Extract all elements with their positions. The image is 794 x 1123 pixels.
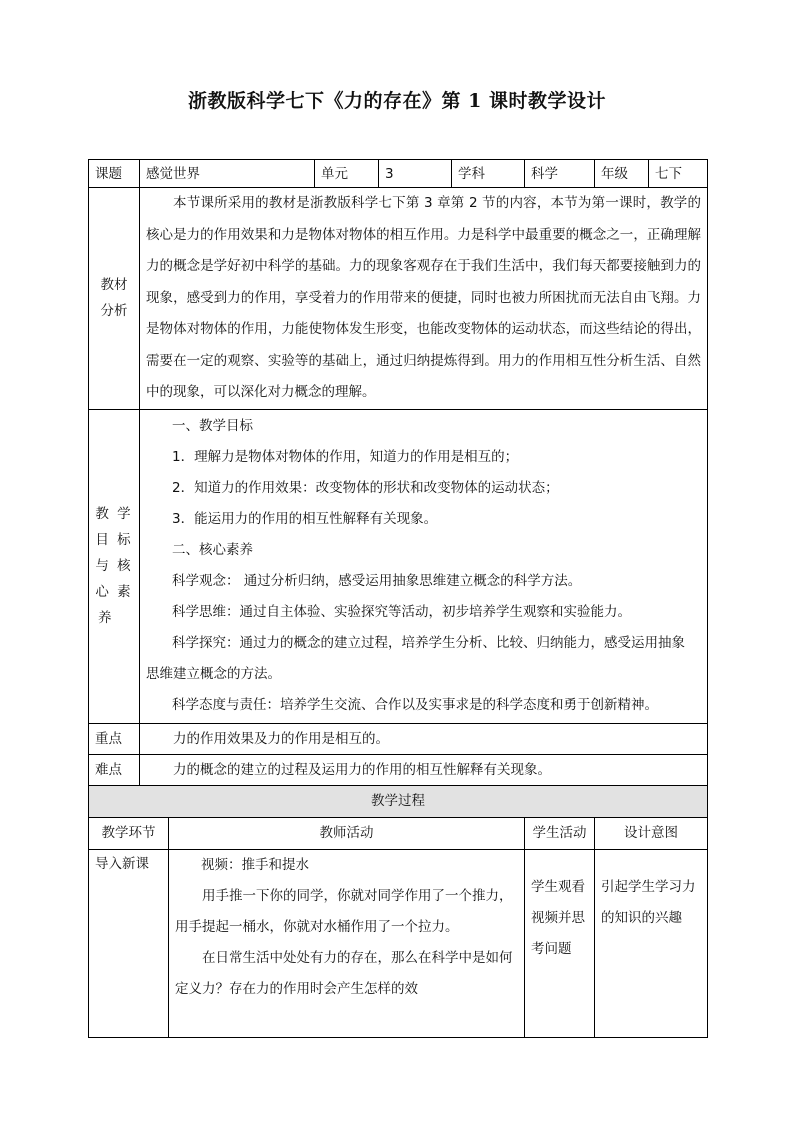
literacy-item: 科学探究：通过力的概念的建立过程，培养学生分析、比较、归纳能力，感受运用抽象 <box>172 635 685 651</box>
goals-label-line: 心 素 <box>95 584 133 600</box>
teacher-activity-cell <box>169 849 525 1037</box>
analysis-row <box>89 188 708 410</box>
literacy-item: 科学观念： 通过分析归纳，感受运用抽象思维建立概念的科学方法。 <box>172 573 582 589</box>
teacher-activity-line: 在日常生活中处处有力的存在，那么在科学中是如何定义力？存在力的作用时会产生怎样的效 <box>175 949 513 997</box>
col-student-header: 学生活动 <box>525 817 595 849</box>
unit-label: 单元 <box>315 160 379 188</box>
info-row <box>89 160 708 188</box>
design-intent-cell <box>595 849 708 1037</box>
analysis-label-line1: 教材 <box>100 277 128 294</box>
goals-label <box>89 409 140 723</box>
design-intent-text: 引起学生学习力的知识的兴趣 <box>601 878 696 926</box>
subject-label: 学科 <box>452 160 525 188</box>
analysis-label-line2: 分析 <box>100 303 128 320</box>
goals-label-line: 养 <box>98 610 114 626</box>
goals-heading-1: 一、教学目标 <box>172 418 253 434</box>
process-heading: 教学过程 <box>89 785 708 817</box>
key-point-row <box>89 723 708 754</box>
topic-label: 课题 <box>89 160 140 188</box>
process-heading-row <box>89 785 708 817</box>
goals-row <box>89 409 708 723</box>
unit-value: 3 <box>379 160 452 188</box>
goals-label-line: 与 核 <box>95 558 133 574</box>
goal-item: 2．知道力的作用效果：改变物体的形状和改变物体的运动状态； <box>172 480 559 496</box>
difficulty-row <box>89 754 708 785</box>
page-title: 浙教版科学七下《力的存在》第 1 课时教学设计 <box>188 90 606 112</box>
process-header-row <box>89 817 708 849</box>
subject-value: 科学 <box>525 160 595 188</box>
analysis-label <box>89 188 140 410</box>
col-stage-header: 教学环节 <box>89 817 169 849</box>
col-intent-header: 设计意图 <box>595 817 708 849</box>
difficulty-text: 力的概念的建立的过程及运用力的作用的相互性解释有关现象。 <box>140 754 708 785</box>
literacy-item: 科学思维：通过自主体验、实验探究等活动，初步培养学生观察和实验能力。 <box>172 604 631 620</box>
literacy-item: 科学态度与责任：培养学生交流、合作以及实事求是的科学态度和勇于创新精神。 <box>172 697 658 713</box>
stage-cell: 导入新课 <box>89 849 169 1037</box>
student-activity-text: 学生观看视频并思考问题 <box>531 878 585 957</box>
goals-label-line: 教 学 <box>95 506 133 522</box>
goals-label-line: 目 标 <box>95 532 133 548</box>
col-teacher-header: 教师活动 <box>169 817 525 849</box>
analysis-content <box>140 188 708 410</box>
goals-content <box>140 409 708 723</box>
goal-item: 1．理解力是物体对物体的作用，知道力的作用是相互的； <box>172 449 519 465</box>
topic-value: 感觉世界 <box>140 160 315 188</box>
grade-label: 年级 <box>595 160 649 188</box>
analysis-text: 本节课所采用的教材是浙教版科学七下第 3 章第 2 节的内容，本节为第一课时，教学的核心是力的作用效果和力是物体对物体的相互作用。力是科学中最重要的概念之一，正确理解力的概念是学好初中科学的基础。力的现象客观存在于我们生活中，我们每天都要接触到力的现象，感受到力的作用，享受着力的作用带来的便捷，同时也被力所困扰而无法自由飞翔。力是物体对物体的作用，力能使物体发生形变，也能改变物体的运动状态，而这些结论的得出，需要在一定的观察、实验等的基础上，通过归纳提炼得到。用力的作用相互性分析生活、自然中的现象，可以深化对力概念的理解。 <box>146 195 701 400</box>
key-point-text: 力的作用效果及力的作用是相互的。 <box>140 723 708 754</box>
difficulty-label: 难点 <box>89 754 140 785</box>
literacy-item-cont: 思维建立概念的方法。 <box>146 666 281 682</box>
student-activity-cell <box>525 849 595 1037</box>
teacher-activity-line: 视频：推手和提水 <box>201 856 309 873</box>
teacher-activity-line: 用手推一下你的同学，你就对同学作用了一个推力，用手提起一桶水，你就对水桶作用了一个拉力。 <box>175 887 513 935</box>
process-row <box>89 849 708 1037</box>
lesson-plan-table <box>88 159 708 1038</box>
key-point-label: 重点 <box>89 723 140 754</box>
goal-item: 3．能运用力的作用的相互性解释有关现象。 <box>172 511 438 527</box>
goals-heading-2: 二、核心素养 <box>172 542 253 558</box>
grade-value: 七下 <box>649 160 708 188</box>
